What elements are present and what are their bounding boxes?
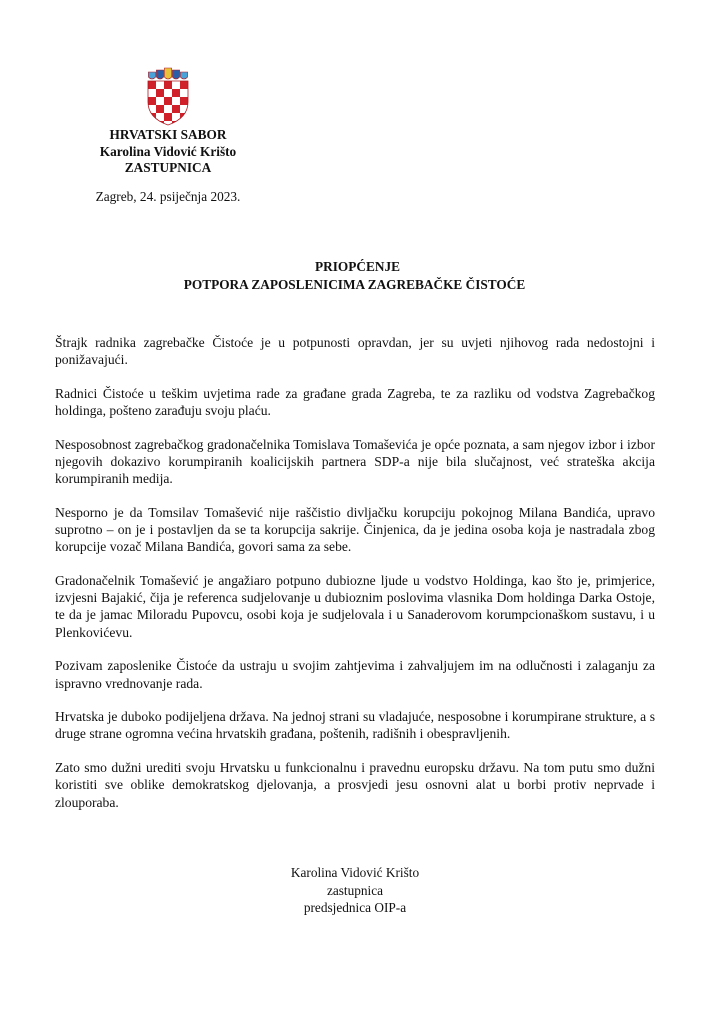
paragraph: Hrvatska je duboko podijeljena država. Na jednoj strani su vladajuće, nesposobne i korumpirane strukture, a s druge strane ogromna većina hrvatskih građana, poštenih, radišnih i obespravljenih. — [55, 709, 655, 742]
paragraph: Zato smo dužni urediti svoju Hrvatsku u funkcionalnu i pravednu europsku državu. Na tom putu smo dužni koristiti sve oblike demokratskog djelovanja, a prosvjedi jesu osnovni alat u borbi protiv neprvade i zlouporaba. — [55, 760, 655, 810]
paragraph: Pozivam zaposlenike Čistoće da ustraju u svojim zahtjevima i zahvaljujem im na odlučnosti i zalaganju za ispravno vrednovanje rada. — [55, 658, 655, 691]
signature-role: zastupnica — [326, 882, 384, 898]
signature-block — [200, 864, 510, 917]
sender-header — [70, 127, 266, 177]
representative-name: Karolina Vidović Krišto — [99, 143, 237, 159]
place-date: Zagreb, 24. psiječnja 2023. — [95, 189, 241, 204]
signature-party: predsjednica OIP-a — [303, 900, 407, 916]
title-line-2: POTPORA ZAPOSLENICIMA ZAGREBAČKE ČISTOĆE — [183, 277, 526, 292]
signature-name: Karolina Vidović Krišto — [290, 865, 420, 880]
institution-name: HRVATSKI SABOR — [109, 127, 227, 142]
representative-role: ZASTUPNICA — [124, 160, 212, 175]
paragraph: Štrajk radnika zagrebačke Čistoće je u potpunosti opravdan, jer su uvjeti njihovog rada nedostojni i ponižavajući. — [55, 335, 655, 368]
paragraph: Nesporno je da Tomsilav Tomašević nije raščistio divljačku korupciju pokojnog Milana Bandića, upravo suprotno – on je i postavljen da se ta korupcija sakrije. Činjenica, da je jedina osoba koja je nastradala zbog korupcije vozač Milana Bandića, govori sama za sebe. — [55, 504, 655, 555]
paragraph: Gradonačelnik Tomašević je angažiaro potpuno dubiozne ljude u vodstvo Holdinga, kao što je, primjerice, izvjesni Bajakić, čija je referenca sudjelovanje u dubioznim poslovima vlasnika Dom holdinga Darka Ostoje, te da je jamac Miloradu Pupovcu, osobi koja je sudjelovala i u Sanaderovom korumpcionaškom sustavu, i u Plenkovićevu. — [55, 573, 655, 640]
document-title — [0, 258, 709, 294]
press-release-body — [55, 334, 655, 827]
croatian-coat-of-arms-icon — [145, 66, 191, 126]
title-line-1: PRIOPĆENJE — [315, 259, 400, 274]
paragraph: Radnici Čistoće u teškim uvjetima rade za građane grada Zagreba, te za razliku od vodstva Zagrebačkog holdinga, pošteno zarađuju svoju plaću. — [55, 385, 655, 419]
paragraph: Nesposobnost zagrebačkog gradonačelnika Tomislava Tomaševića je opće poznata, a sam njegov izbor i izbor njegovih dokazivo korumpiranih koalicijskih partnera SDP-a nije bila slučajnost, već strateška akcija korumpiranih medija. — [55, 436, 655, 487]
